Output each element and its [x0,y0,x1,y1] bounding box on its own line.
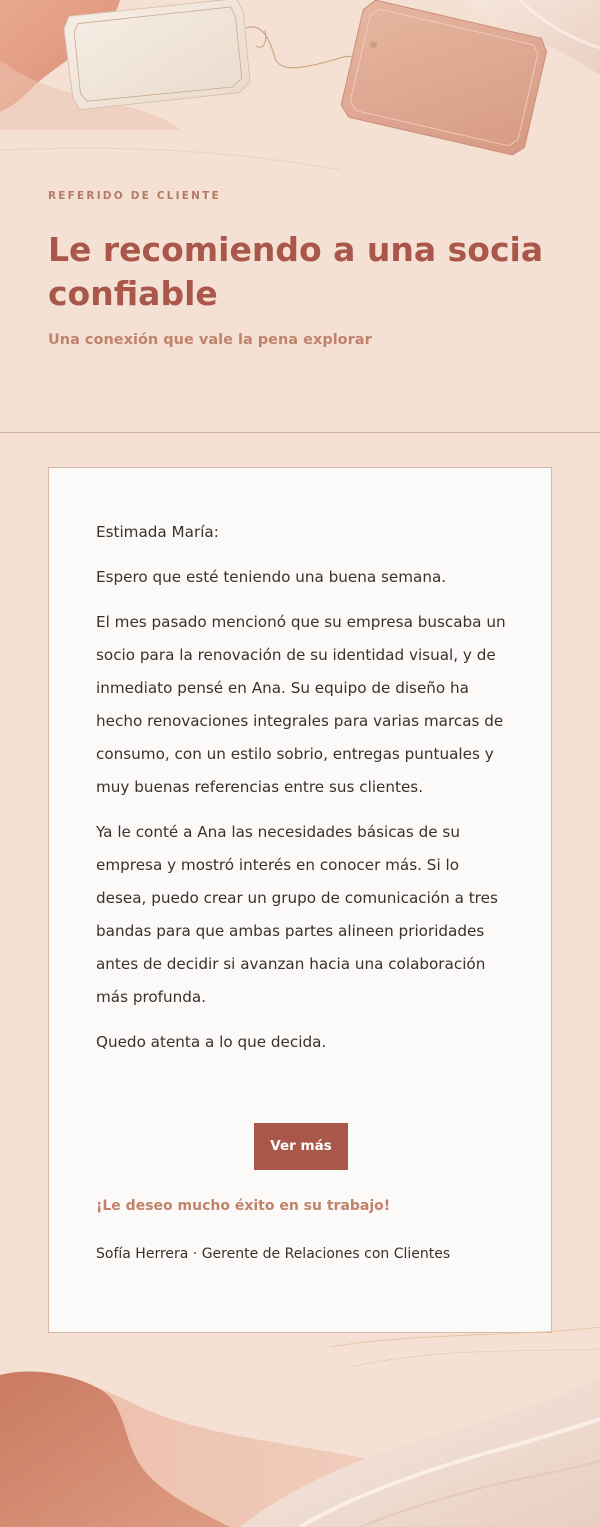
header-divider [0,432,600,433]
letter-body [96,516,508,1071]
cta-container [49,1123,553,1170]
page-subtitle: Una conexión que vale la pena explorar [48,332,372,348]
letter-paragraph: Ya le conté a Ana las necesidades básicas de su empresa y mostró interés en conocer más. Si lo desea, puedo crear un grupo de comunicación a tres bandas para que ambas partes alineen prioridades antes de decidir si avanzan hacia una colaboración más profunda. [96,823,498,1006]
signature: Sofía Herrera · Gerente de Relaciones con Clientes [96,1246,451,1262]
letter-paragraph: Espero que esté teniendo una buena semana. [96,568,447,586]
paper-tags-illustration [0,0,600,180]
letter-paragraph: Quedo atenta a lo que decida. [96,1033,327,1051]
page-title: Le recomiendo a una socia confiable [48,230,544,313]
eyebrow-label: REFERIDO DE CLIENTE [48,190,221,202]
closing-line: ¡Le deseo mucho éxito en su trabajo! [96,1198,391,1214]
see-more-button[interactable]: Ver más [254,1123,348,1170]
letter-greeting: Estimada María: [96,523,219,541]
email-header [48,190,558,348]
fabric-waves-illustration [0,1327,600,1527]
letter-card [48,467,552,1333]
letter-paragraph: El mes pasado mencionó que su empresa buscaba un socio para la renovación de su identidad visual, y de inmediato pensé en Ana. Su equipo de diseño ha hecho renovaciones integrales para varias marcas de consumo, con un estilo sobrio, entregas puntuales y muy buenas referencias entre sus clientes. [96,613,506,796]
